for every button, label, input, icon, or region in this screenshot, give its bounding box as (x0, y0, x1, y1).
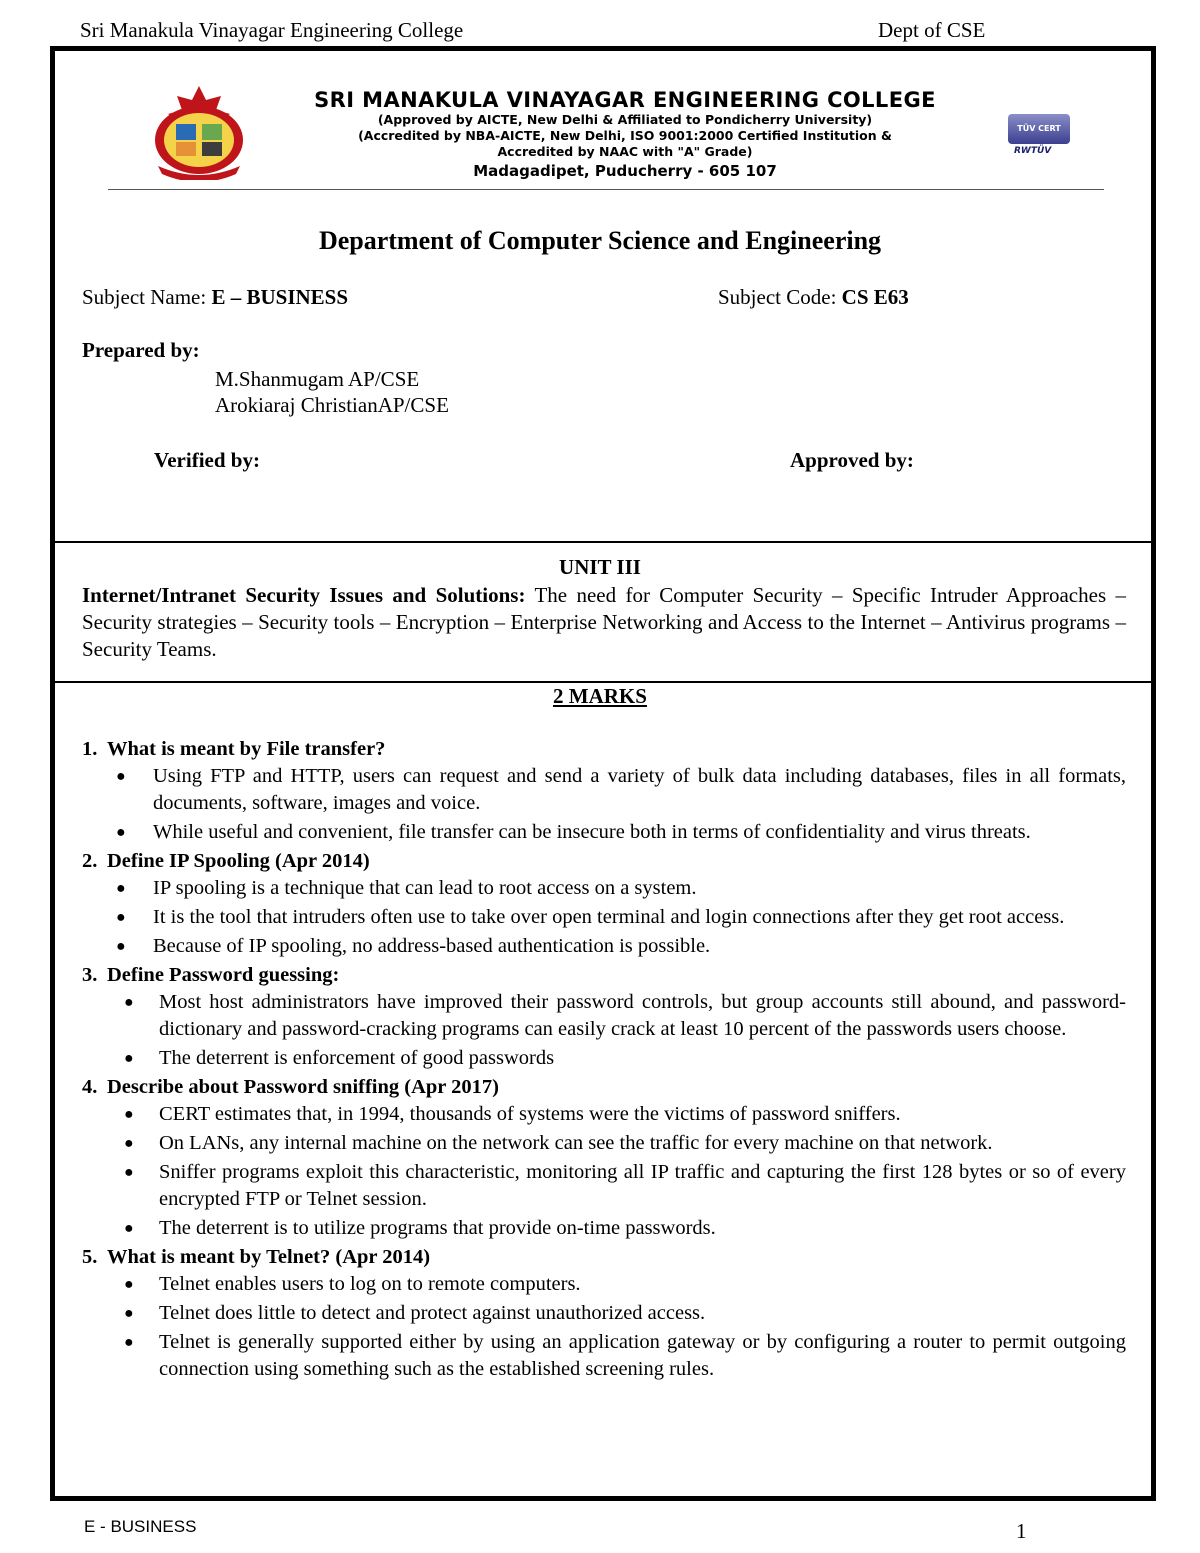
subject-name-label: Subject Name: (82, 285, 212, 309)
question-text: Define IP Spooling (Apr 2014) (107, 850, 370, 872)
author-2: Arokiaraj ChristianAP/CSE (215, 393, 449, 417)
question-number: 5. (82, 1246, 98, 1268)
question-4 (82, 1074, 1126, 1101)
list-item (82, 763, 1126, 817)
list-item (82, 1159, 1126, 1213)
footer-page-number: 1 (1016, 1519, 1027, 1543)
institution-header (250, 88, 1000, 180)
bullet-icon: ● (124, 1164, 134, 1181)
answer-text: Telnet does little to detect and protect against unauthorized access. (159, 1302, 706, 1324)
unit-title: UNIT III (559, 555, 641, 579)
answer-list-4 (82, 1101, 1126, 1242)
question-1 (82, 736, 1126, 763)
answer-list-5 (82, 1271, 1126, 1383)
question-text: What is meant by File transfer? (107, 738, 386, 760)
subject-code-value: CS E63 (841, 285, 909, 309)
list-item (82, 819, 1126, 846)
bullet-icon: ● (124, 1276, 134, 1293)
question-number: 2. (82, 850, 98, 872)
page-header-college: Sri Manakula Vinayagar Engineering College (80, 18, 464, 42)
section-divider-unit (55, 541, 1151, 543)
verified-by-label: Verified by: (154, 448, 260, 472)
college-logo-icon (146, 84, 252, 180)
approved-by-label: Approved by: (790, 448, 914, 472)
section-divider-marks (55, 681, 1151, 683)
header-divider (108, 189, 1104, 190)
answer-text: Because of IP spooling, no address-based authentication is possible. (153, 935, 711, 957)
answer-list-3 (82, 989, 1126, 1072)
question-2 (82, 848, 1126, 875)
subject-code (718, 285, 909, 310)
institution-accreditation-1: (Accredited by NBA-AICTE, New Delhi, ISO 9001:2000 Certified Institution & (358, 128, 892, 143)
question-text: What is meant by Telnet? (Apr 2014) (107, 1246, 431, 1268)
bullet-icon: ● (116, 909, 126, 926)
answer-text: It is the tool that intruders often use to take over open terminal and login connections after they get root access. (153, 906, 1065, 928)
page-header-dept: Dept of CSE (878, 18, 986, 42)
answer-text: The deterrent is to utilize programs that provide on-time passwords. (159, 1217, 716, 1239)
question-number: 1. (82, 738, 98, 760)
answer-text: Using FTP and HTTP, users can request and send a variety of bulk data including databases, files in all formats, documents, software, images and voice. (153, 765, 1126, 814)
list-item (82, 875, 1126, 902)
answer-text: IP spooling is a technique that can lead to root access on a system. (153, 877, 697, 899)
question-text: Define Password guessing: (107, 964, 340, 986)
bullet-icon: ● (116, 824, 126, 841)
questions-list (82, 736, 1126, 1385)
rwtuv-label: RWTÜV (1014, 146, 1052, 156)
prepared-by-label: Prepared by: (82, 338, 200, 362)
question-number: 4. (82, 1076, 98, 1098)
answer-text: CERT estimates that, in 1994, thousands of systems were the victims of password sniffers. (159, 1103, 901, 1125)
bullet-icon: ● (116, 880, 126, 897)
bullet-icon: ● (124, 1050, 134, 1067)
bullet-icon: ● (124, 1135, 134, 1152)
unit-syllabus (82, 582, 1126, 663)
subject-name-value: E – BUSINESS (211, 285, 349, 309)
answer-text: The deterrent is enforcement of good passwords (159, 1047, 555, 1069)
question-5 (82, 1244, 1126, 1271)
list-item (82, 904, 1126, 931)
question-3 (82, 962, 1126, 989)
list-item (82, 989, 1126, 1043)
answer-list-1 (82, 763, 1126, 846)
bullet-icon: ● (124, 1220, 134, 1237)
subject-code-label: Subject Code: (718, 285, 842, 309)
institution-address: Madagadipet, Puducherry - 605 107 (473, 162, 777, 180)
marks-title: 2 MARKS (553, 684, 647, 708)
bullet-icon: ● (124, 1106, 134, 1123)
bullet-icon: ● (116, 938, 126, 955)
answer-text: Sniffer programs exploit this characteristic, monitoring all IP traffic and capturing the first 128 bytes or so of every encrypted FTP or Telnet session. (159, 1161, 1126, 1210)
department-title: Department of Computer Science and Engineering (318, 226, 882, 255)
list-item (82, 1329, 1126, 1383)
bullet-icon: ● (124, 994, 134, 1011)
answer-list-2 (82, 875, 1126, 960)
answer-text: Telnet is generally supported either by using an application gateway or by configuring a router to permit outgoing connection using something such as the established screening rules. (159, 1331, 1126, 1380)
answer-text: Most host administrators have improved their password controls, but group accounts still abound, and password-dictionary and password-cracking programs can easily crack at least 10 percent of the passwords users choose. (159, 991, 1126, 1040)
unit-topic-heading: Internet/Intranet Security Issues and Solutions: (82, 583, 526, 607)
institution-accreditation-2: Accredited by NAAC with "A" Grade) (497, 144, 753, 159)
list-item (82, 1130, 1126, 1157)
tuv-cert-badge: TÜV CERT (1008, 114, 1070, 144)
list-item (82, 1300, 1126, 1327)
author-1: M.Shanmugam AP/CSE (215, 367, 420, 391)
answer-text: While useful and convenient, file transfer can be insecure both in terms of confidentiality and virus threats. (153, 821, 1031, 843)
bullet-icon: ● (116, 768, 126, 785)
list-item (82, 1271, 1126, 1298)
list-item (82, 933, 1126, 960)
list-item (82, 1045, 1126, 1072)
unit-topic-text: The need for Computer Security – Specific Intruder Approaches – Security strategies – Security tools – Encryption – Enterprise Networking and Access to the Internet – Antivirus programs – Security Teams. (82, 583, 1126, 661)
list-item (82, 1215, 1126, 1242)
institution-approval: (Approved by AICTE, New Delhi & Affiliated to Pondicherry University) (377, 112, 873, 127)
list-item (82, 1101, 1126, 1128)
answer-text: Telnet enables users to log on to remote computers. (159, 1273, 581, 1295)
question-text: Describe about Password sniffing (Apr 2017) (107, 1076, 499, 1098)
question-number: 3. (82, 964, 98, 986)
footer-subject: E - BUSINESS (84, 1517, 197, 1536)
bullet-icon: ● (124, 1334, 134, 1351)
answer-text: On LANs, any internal machine on the network can see the traffic for every machine on that network. (159, 1132, 993, 1154)
subject-name (82, 285, 348, 310)
bullet-icon: ● (124, 1305, 134, 1322)
institution-name: SRI MANAKULA VINAYAGAR ENGINEERING COLLEGE (314, 88, 936, 112)
